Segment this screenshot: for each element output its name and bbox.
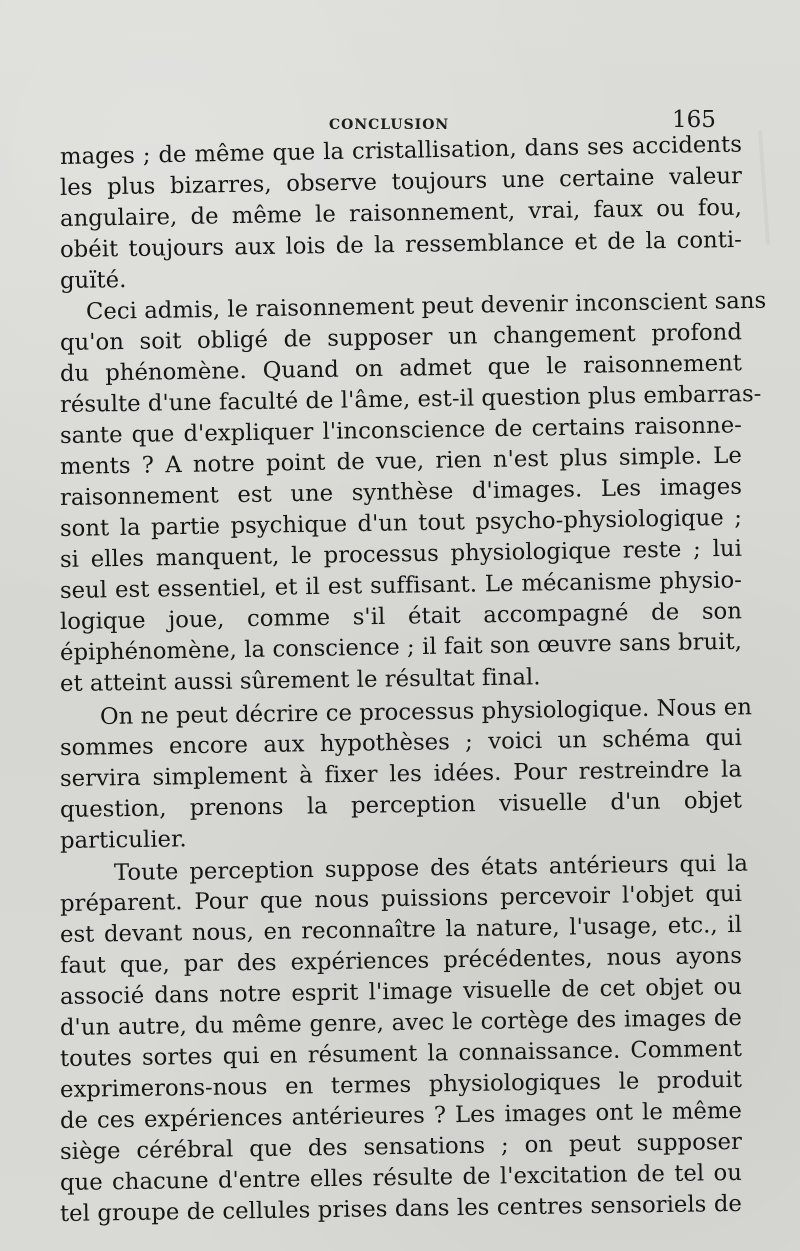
text-line: d'un autre, du même genre, avec le cortège des images de <box>59 1004 743 1041</box>
text-line: siège cérébral que des sensations ; on peut supposer <box>59 1128 743 1165</box>
text-line: sont la partie psychique d'un tout psycho-physiologique ; <box>59 504 743 542</box>
text-line: servira simplement à fixer les idées. Pour restreindre la <box>59 756 743 792</box>
text-line: du phénomène. Quand on admet que le raisonnement <box>59 350 743 387</box>
text-line: tel groupe de cellules prises dans les centres sensoriels de <box>59 1190 743 1227</box>
text-line: que chacune d'entre elles résulte de l'excitation de tel ou <box>59 1159 743 1196</box>
text-line: angulaire, de même le raisonnement, vrai, faux ou fou, <box>59 194 743 232</box>
text-line: est devant nous, en reconnaître la nature, l'usage, etc., il <box>59 911 743 948</box>
text-line: et atteint aussi sûrement le résultat final. <box>59 664 541 697</box>
text-line: ments ? A notre point de vue, rien n'est plus simple. Le <box>59 442 743 480</box>
paragraph-start-line: Ceci admis, le raisonnement peut devenir inconscient sans <box>85 287 767 325</box>
text-line: les plus bizarres, observe toujours une certaine valeur <box>59 163 743 201</box>
text-line: particulier. <box>59 826 187 854</box>
text-line: préparent. Pour que nous puissions percevoir l'objet qui <box>59 880 743 917</box>
text-line: qu'on soit obligé de supposer un changement profond <box>59 319 743 356</box>
body-text <box>0 131 800 1227</box>
text-line: épiphénomène, la conscience ; il fait son œuvre sans bruit, <box>59 628 743 666</box>
text-line: guïté. <box>59 267 127 294</box>
text-line: seul est essentiel, et il est suffisant. Le mécanisme physio- <box>59 567 743 604</box>
text-line: question, prenons la perception visuelle d'un objet <box>59 787 743 823</box>
paragraph-start-line: Toute perception suppose des états antérieurs qui la <box>113 850 749 886</box>
text-line: résulte d'une faculté de l'âme, est-il question plus embarras- <box>59 380 762 418</box>
text-line: mages ; de même que la cristallisation, dans ses accidents <box>59 131 743 170</box>
text-line: toutes sortes qui en résument la connaissance. Comment <box>59 1035 743 1072</box>
running-head: CONCLUSION <box>329 117 450 133</box>
text-line: raisonnement est une synthèse d'images. Les images <box>59 473 743 511</box>
text-line: sante que d'expliquer l'inconscience de certains raisonne- <box>59 412 743 449</box>
paragraph-start-line: On ne peut décrire ce processus physiologique. Nous en <box>99 694 753 730</box>
text-line: obéit toujours aux lois de la ressemblance et de la conti- <box>59 226 743 263</box>
text-line: associé dans notre esprit l'image visuelle de cet objet ou <box>59 973 743 1010</box>
page-number: 165 <box>672 107 716 133</box>
text-line: faut que, par des expériences précédentes, nous ayons <box>59 942 743 979</box>
text-line: de ces expériences antérieures ? Les images ont le même <box>59 1097 743 1134</box>
text-line: si elles manquent, le processus physiologique reste ; lui <box>59 535 743 573</box>
text-line: exprimerons-nous en termes physiologiques le produit <box>59 1066 743 1103</box>
text-line: sommes encore aux hypothèses ; voici un schéma qui <box>59 724 743 761</box>
text-line: logique joue, comme s'il était accompagné de son <box>59 598 743 635</box>
